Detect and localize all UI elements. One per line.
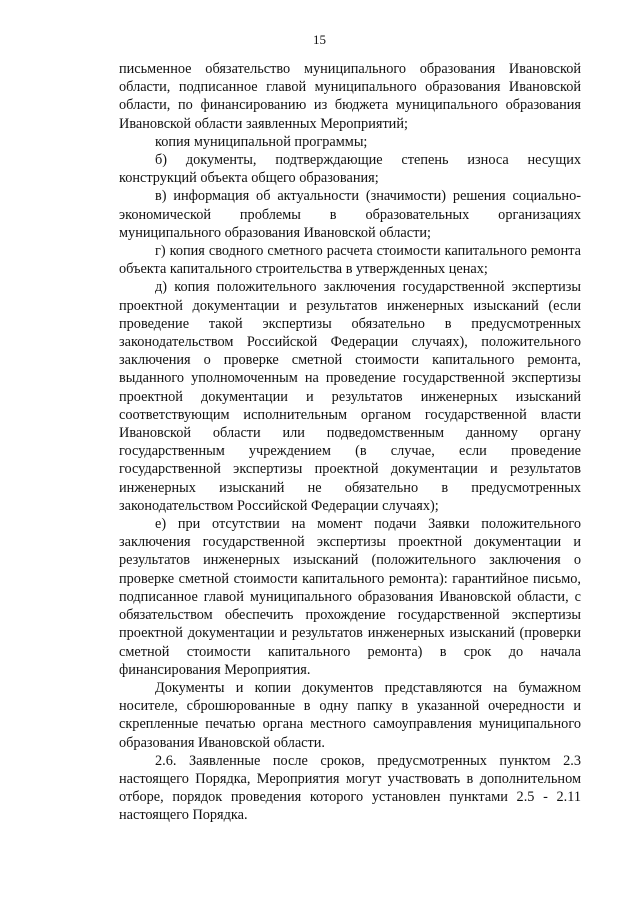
paragraph-section-2-6: 2.6. Заявленные после сроков, предусмотренных пунктом 2.3 настоящего Порядка, Мероприятия могут участвовать в дополнительном отборе, порядок проведения которого установлен пунктами 2.5 - 2.11 настоящего Порядка. [119, 752, 581, 824]
paragraph-item-v: в) информация об актуальности (значимости) решения социально-экономической проблемы в образовательных организациях муниципального образования Ивановской области; [119, 188, 581, 241]
document-body [119, 60, 581, 825]
paragraph-item-d: д) копия положительного заключения государственной экспертизы проектной документации и результатов инженерных изысканий (если проведение такой экспертизы обязательно в предусмотренных законодательством Российской Федерации случаях), положительного заключения о проверке сметной стоимости капитального ремонта, выданного уполномоченным на проведение государственной экспертизы проектной документации и результатов инженерных изысканий соответствующим исполнительным органом государственной власти Ивановской области или подведомственным данному органу государственным учреждением (в случае, если проведение государственной экспертизы проектной документации и результатов инженерных изысканий не обязательно в предусмотренных законодательством Российской Федерации случаях); [119, 279, 581, 514]
paragraph-item-g: г) копия сводного сметного расчета стоимости капитального ремонта объекта капитального строительства в утвержденных ценах; [119, 243, 581, 278]
paragraph-item-e: е) при отсутствии на момент подачи Заявки положительного заключения государственной экспертизы проектной документации и результатов инженерных изысканий (положительного заключения о проверке сметной стоимости капитального ремонта): гарантийное письмо, подписанное главой муниципального образования Ивановской области, с обязательством обеспечить прохождение государственной экспертизы проектной документации и результатов инженерных изысканий (проверки сметной стоимости капитального ремонта) в срок до начала финансирования Мероприятия. [119, 516, 581, 678]
page-number: 15 [313, 32, 326, 47]
paragraph-documents-submission: Документы и копии документов представляются на бумажном носителе, сброшюрованные в одну папку в указанной очередности и скрепленные печатью органа местного самоуправления муниципального образования Ивановской области. [119, 679, 581, 751]
paragraph-program-copy: копия муниципальной программы; [155, 133, 368, 150]
paragraph-written-obligation: письменное обязательство муниципального образования Ивановской области, подписанное главой муниципального образования Ивановской области, по финансированию из бюджета муниципального образования Ивановской области заявленных Мероприятий; [119, 61, 581, 132]
paragraph-item-b: б) документы, подтверждающие степень износа несущих конструкций объекта общего образования; [119, 152, 581, 187]
